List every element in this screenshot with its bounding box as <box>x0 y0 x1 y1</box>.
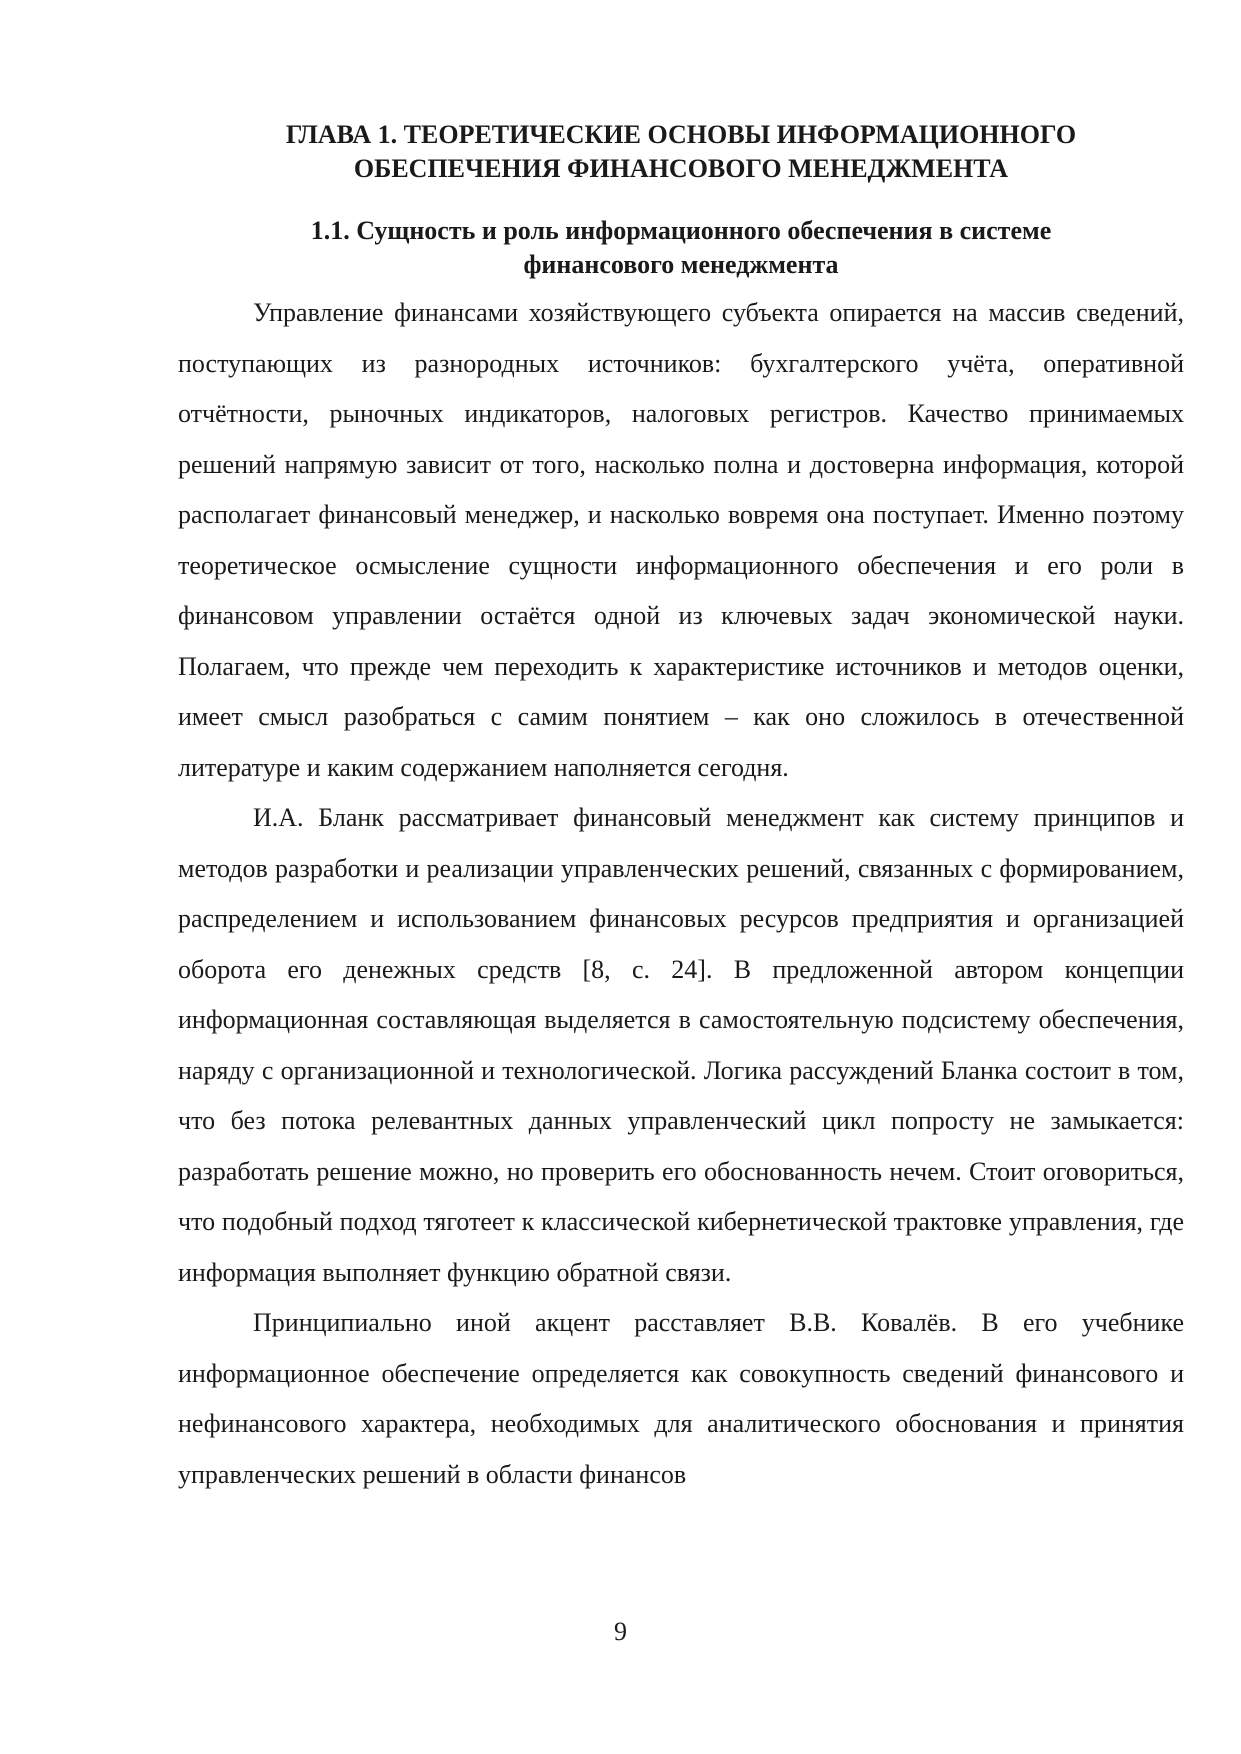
page-content <box>178 118 1184 1500</box>
paragraph-2: И.А. Бланк рассматривает финансовый менеджмент как систему принципов и методов разработки и реализации управленческих решений, связанных с формированием, распределением и использованием финансовых ресурсов предприятия и организацией оборота его денежных средств [8, с. 24]. В предложенной автором концепции информационная составляющая выделяется в самостоятельную подсистему обеспечения, наряду с организационной и технологической. Логика рассуждений Бланка состоит в том, что без потока релевантных данных управленческий цикл попросту не замыкается: разработать решение можно, но проверить его обоснованность нечем. Стоит оговориться, что подобный подход тяготеет к классической кибернетической трактовке управления, где информация выполняет функцию обратной связи. <box>178 803 1184 1287</box>
paragraph-1: Управление финансами хозяйствующего субъекта опирается на массив сведений, поступающих из разнородных источников: бухгалтерского учёта, оперативной отчётности, рыночных индикаторов, налоговых регистров. Качество принимаемых решений напрямую зависит от того, насколько полна и достоверна информация, которой располагает финансовый менеджер, и насколько вовремя она поступает. Именно поэтому теоретическое осмысление сущности информационного обеспечения и его роли в финансовом управлении остаётся одной из ключевых задач экономической науки. Полагаем, что прежде чем переходить к характеристике источников и методов оценки, имеет смысл разобраться с самим понятием – как оно сложилось в отечественной литературе и каким содержанием наполняется сегодня. <box>178 298 1184 782</box>
section-title: 1.1. Сущность и роль информационного обеспечения в системе финансового менеджмента <box>310 216 1052 279</box>
page-number: 9 <box>614 1617 627 1646</box>
chapter-title: ГЛАВА 1. ТЕОРЕТИЧЕСКИЕ ОСНОВЫ ИНФОРМАЦИОННОГО ОБЕСПЕЧЕНИЯ ФИНАНСОВОГО МЕНЕДЖМЕНТА <box>285 120 1077 183</box>
paragraph-3: Принципиально иной акцент расставляет В.В. Ковалёв. В его учебнике информационное обеспечение определяется как совокупность сведений финансового и нефинансового характера, необходимых для аналитического обоснования и принятия управленческих решений в области финансов <box>178 1308 1184 1489</box>
